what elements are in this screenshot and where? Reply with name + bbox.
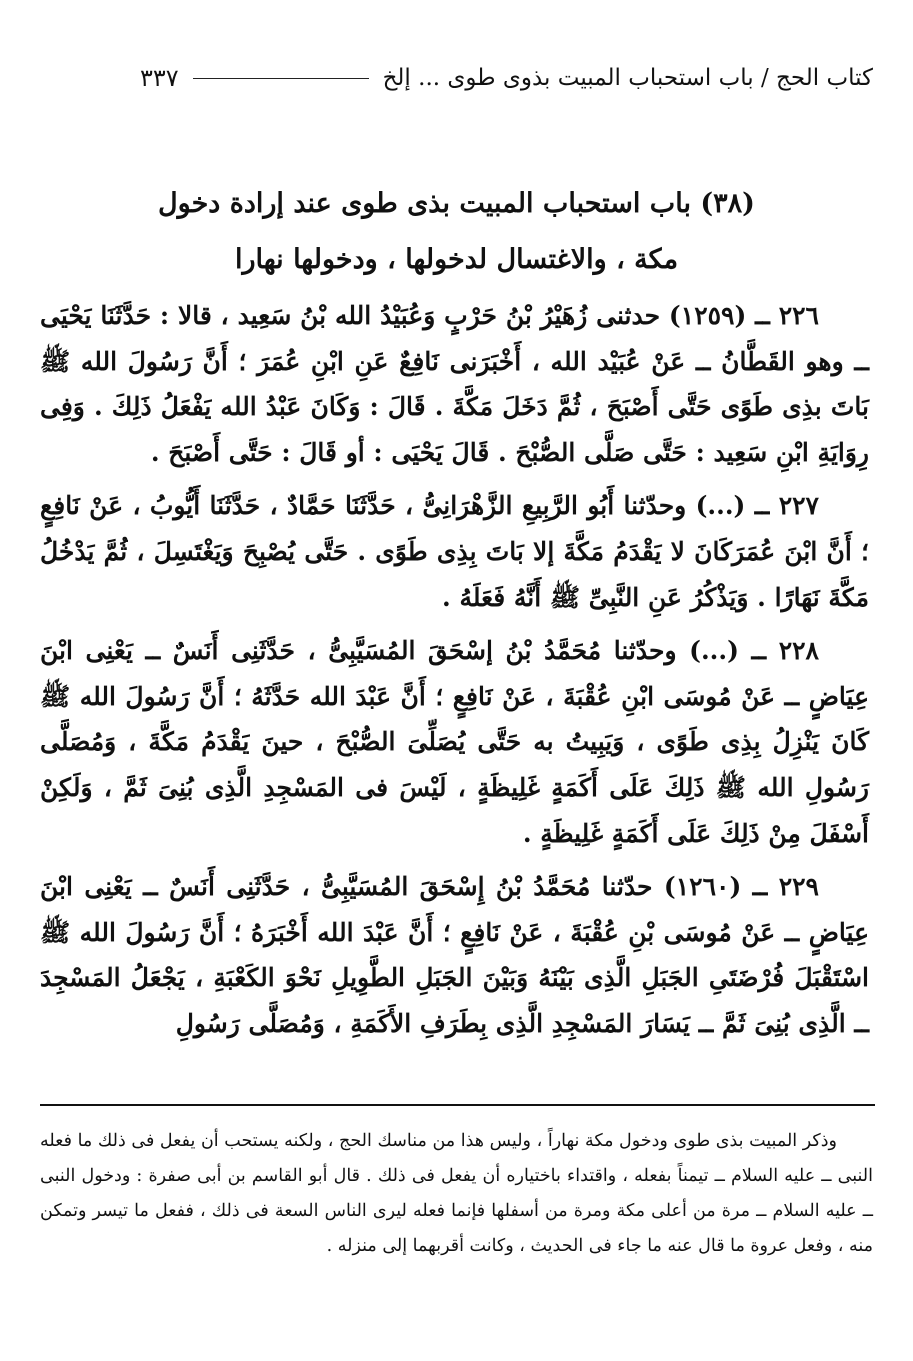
header-rule bbox=[193, 78, 369, 79]
hadith-227 bbox=[40, 483, 869, 620]
hadith-text: وحدّثنا أَبُو الرَّبِيعِ الزَّهْرَانِىُّ ، حَدَّثَنَا حَمَّادٌ ، حَدَّثَنَا أَيُّوبُ ، عَنْ نَافِعٍ ؛ أَنَّ ابْنَ عُمَرَكَانَ لا يَقْدَمُ مَكَّةَ إلا بَاتَ بِذِى طَوًى . حَتَّى يُصْبِحَ وَيَغْتَسِلَ ، ثُمَّ يَدْخُلُ مَكَّةَ نَهَارًا . وَيَذْكُرُ عَنِ النَّبِىِّ ﷺ أَنَّهُ فَعَلَهُ . bbox=[40, 491, 869, 612]
hadith-number: ٢٢٨ ــ (...) bbox=[689, 636, 819, 666]
hadith-text: وحدّثنا مُحَمَّدُ بْنُ إسْحَقَ المُسَيَّبِىُّ ، حَدَّثَنِى أَنَسٌ ــ يَعْنِى ابْنَ عِيَاضٍ ــ عَنْ مُوسَى ابْنِ عُقْبَةَ ، عَنْ نَافِعٍ ؛ أَنَّ عَبْدَ الله حَدَّثَهُ ؛ أَنَّ رَسُولَ الله ﷺ كَانَ يَنْزِلُ بِذِى طَوًى ، وَيَبِيتُ به حَتَّى يُصَلِّىَ الصُّبْحَ ، حينَ يَقْدَمُ مَكَّةَ ، وَمُصَلَّى رَسُولِ الله ﷺ ذَلِكَ عَلَى أَكَمَةٍ غَلِيظَةٍ ، لَيْسَ فى المَسْجِدِ الَّذِى بُنِىَ ثَمَّ ، وَلَكِنْ أَسْفَلَ مِنْ ذَلِكَ عَلَى أَكَمَةٍ غَلِيظَةٍ . bbox=[40, 636, 869, 848]
footnote-commentary: وذكر المبيت بذى طوى ودخول مكة نهاراً ، وليس هذا من مناسك الحج ، ولكنه يستحب أن يفعل فى ذلك ما فعله النبى ــ عليه السلام ــ تيمناً بفعله ، واقتداء باختياره أن يفعل فى ذلك . قال أبو القاسم بن أبى صفرة : ودخول النبى ــ عليه السلام ــ مرة من أعلى مكة ومرة من أسفلها فإنما فعله ليرى الناس السعة فى ذلك ، ففعل ما تيسر وتمكن منه ، وفعل عروة ما قال عنه ما جاء فى الحديث ، وكانت أقربهما إلى منزله . bbox=[40, 1131, 873, 1256]
running-title: كتاب الحج / باب استحباب المبيت بذوى طوى ... إلخ bbox=[382, 65, 873, 91]
hadith-229 bbox=[40, 864, 869, 1046]
hadith-226 bbox=[40, 293, 869, 475]
running-header bbox=[140, 58, 873, 98]
hadith-text: حدثنى زُهَيْرُ بْنُ حَرْبٍ وَعُبَيْدُ الله بْنُ سَعِيد ، قالا : حَدَّثَنَا يَحْيَى ــ وهو القَطَّانُ ــ عَنْ عُبَيْد الله ، أَخْبَرَنى نَافِعٌ عَنِ ابْنِ عُمَرَ ؛ أَنَّ رَسُولَ الله ﷺ بَاتَ بذِى طَوًى حَتَّى أَصْبَحَ ، ثُمَّ دَخَلَ مَكَّةَ . قَالَ : وَكَانَ عَبْدُ الله يَفْعَلُ ذَلِكَ . وَفِى رِوَايَةِ ابْنِ سَعِيد : حَتَّى صَلَّى الصُّبْحَ . قَالَ يَحْيَى : أو قَالَ : حَتَّى أَصْبَحَ . bbox=[40, 301, 869, 467]
chapter-heading-line-2: مكة ، والاغتسال لدخولها ، ودخولها نهارا bbox=[234, 244, 679, 275]
footnote-divider bbox=[40, 1104, 875, 1106]
hadith-text: حدّثنا مُحَمَّدُ بْنُ إِسْحَقَ المُسَيَّبِىُّ ، حَدَّثَنِى أَنَسٌ ــ يَعْنِى ابْنَ عِيَاضٍ ــ عَنْ مُوسَى بْنِ عُقْبَةَ ، عَنْ نَافِعٍ ؛ أَنَّ عَبْدَ الله أَخْبَرَهُ ؛ أَنَّ رَسُولَ الله ﷺ اسْتَقْبَلَ فُرْضَتَىِ الجَبَلِ الَّذِى بَيْنَهُ وَبَيْنَ الجَبَلِ الطَّوِيلِ نَحْوَ الكَعْبَةِ ، يَجْعَلُ المَسْجِدَ ــ الَّذِى بُنِىَ ثَمَّ ــ يَسَارَ المَسْجِدِ الَّذِى بِطَرَفِ الأَكَمَةِ ، وَمُصَلَّى رَسُولِ bbox=[40, 872, 869, 1038]
hadith-number: ٢٢٩ ــ (١٢٦٠) bbox=[663, 872, 819, 902]
chapter-heading bbox=[60, 176, 853, 288]
hadith-list bbox=[40, 293, 869, 1055]
hadith-number: ٢٢٦ ــ (١٢٥٩) bbox=[668, 301, 819, 330]
chapter-heading-line-1: (٣٨) باب استحباب المبيت بذى طوى عند إرادة دخول bbox=[158, 188, 755, 219]
page-number: ٣٣٧ bbox=[140, 64, 179, 92]
hadith-228 bbox=[40, 628, 869, 856]
hadith-number: ٢٢٧ ــ (...) bbox=[695, 491, 819, 521]
